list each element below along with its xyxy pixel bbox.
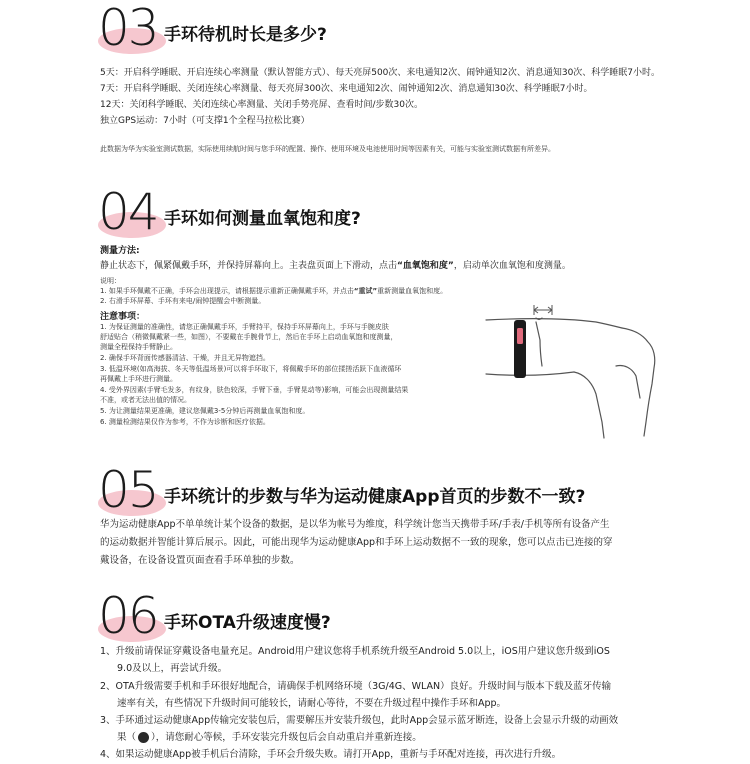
standby-line-7days: 7天：开启科学睡眠、关闭连续心率测量、每天亮屏300次、来电通知2次、闹钟通知2次、消息通知30次、科学睡眠7小时。 bbox=[100, 84, 593, 94]
note-line: 舒适贴合（稍微佩戴紧一些，如图），不要戴在手腕骨节上，然后在手环上启动血氧饱和度测量， bbox=[100, 333, 398, 341]
note-line: 6. 测量检测结果仅作为参考，不作为诊断和医疗依据。 bbox=[100, 418, 270, 426]
ota-item-3-cont: 果（ ），请您耐心等候，手环安装完升级包后会自动重启并重新连接。 bbox=[117, 732, 422, 743]
ota-item-3: 3、手环通过运动健康App传输完安装包后，需要解压并安装升级包，此时App会显示蓝牙断连，设备上会显示升级的动画效 bbox=[100, 715, 619, 726]
note-line: 不准，或者无法出值的情况。 bbox=[100, 396, 191, 404]
section-04-heading bbox=[98, 183, 598, 242]
standby-disclaimer: 此数据为华为实验室测试数据，实际使用续航时间与您手环的配置、操作、使用环境及电池使用时间等因素有关，可能与实验室测试数据有所差异。 bbox=[100, 145, 555, 153]
section-number: 05 bbox=[98, 461, 158, 519]
steps-paragraph-line: 戴设备，在设备设置页面查看手环单独的步数。 bbox=[100, 555, 300, 566]
standby-line-5days: 5天：开启科学睡眠、开启连续心率测量（默认智能方式）、每天亮屏500次、来电通知2次、闹钟通知2次、消息通知30次、科学睡眠7小时。 bbox=[100, 68, 661, 78]
ota-item-2: 2、OTA升级需要手机和手环很好地配合，请确保手机网络环境（3G/4G、WLAN）良好。升级时间与版本下载及蓝牙传输 bbox=[100, 681, 612, 692]
note-line: 3. 低温环境(如高海拔、冬天等低温场景)可以将手环取下，将佩戴手环的部位揉搓活跃下血液循环 bbox=[100, 365, 402, 373]
notes-label: 注意事项： bbox=[100, 312, 146, 322]
note-line: 4. 受外界因素(手臂毛发多，有纹身，肤色较深，手臂下垂，手臂晃动等)影响，可能会出现测量结果 bbox=[100, 386, 409, 394]
ota-item-4: 4、如果运动健康App被手机后台清除，手环会升级失败。请打开App，重新与手环配对连接，再次进行升级。 bbox=[100, 749, 562, 760]
note-line: 测量全程保持手臂静止。 bbox=[100, 343, 177, 351]
wrist-band-illustration bbox=[484, 302, 664, 442]
upgrade-animation-icon bbox=[138, 732, 149, 743]
section-title: 手环OTA升级速度慢? bbox=[164, 613, 331, 633]
section-number: 04 bbox=[98, 183, 158, 241]
standby-line-gps: 独立GPS运动：7小时（可支撑1个全程马拉松比赛） bbox=[100, 116, 310, 126]
section-06-heading bbox=[98, 587, 598, 646]
note-line: 5. 为让测量结果更准确，建议您佩戴3-5分钟后再测量血氧饱和度。 bbox=[100, 407, 310, 415]
section-number: 06 bbox=[98, 587, 158, 645]
section-05-heading bbox=[98, 461, 718, 520]
steps-paragraph-line: 的运动数据并智能计算后展示。因此，可能出现华为运动健康App和手环上运动数据不一致的现象，您可以点击已连接的穿 bbox=[100, 537, 613, 548]
explain-item-1: 1. 如果手环佩戴不正确，手环会出现提示，请根据提示重新正确佩戴手环，并点击“重试”重新测量血氧饱和度。 bbox=[100, 287, 448, 295]
explain-label: 说明： bbox=[100, 277, 121, 285]
section-title: 手环待机时长是多少? bbox=[164, 25, 327, 45]
note-line: 2. 确保手环背面传感器清洁、干燥，并且无异物遮挡。 bbox=[100, 354, 270, 362]
note-line: 再佩戴上手环进行测量。 bbox=[100, 375, 177, 383]
section-03-heading bbox=[98, 0, 598, 58]
ota-item-1-cont: 9.0及以上，再尝试升级。 bbox=[117, 663, 228, 674]
method-label: 测量方法: bbox=[100, 246, 140, 256]
explain-item-2: 2. 右滑手环屏幕、手环有来电/闹钟提醒会中断测量。 bbox=[100, 297, 266, 305]
steps-paragraph-line: 华为运动健康App不单单统计某个设备的数据，是以华为帐号为维度，科学统计您当天携带手环/手表/手机等所有设备产生 bbox=[100, 519, 610, 530]
section-number: 03 bbox=[98, 0, 158, 57]
section-title: 手环如何测量血氧饱和度? bbox=[164, 209, 361, 229]
method-text: 静止状态下，佩紧佩戴手环，并保持屏幕向上。主表盘页面上下滑动，点击“血氧饱和度”，启动单次血氧饱和度测量。 bbox=[100, 261, 571, 271]
section-title: 手环统计的步数与华为运动健康App首页的步数不一致? bbox=[164, 487, 586, 507]
standby-line-12days: 12天：关闭科学睡眠、关闭连续心率测量、关闭手势亮屏、查看时间/步数30次。 bbox=[100, 100, 423, 110]
note-line: 1. 为保证测量的准确性，请您正确佩戴手环，手臂持平，保持手环屏幕向上，手环与手腕皮肤 bbox=[100, 323, 389, 331]
ota-item-1: 1、升级前请保证穿戴设备电量充足。Android用户建议您将手机系统升级至Android 5.0以上，iOS用户建议您升级到iOS bbox=[100, 646, 610, 657]
ota-item-2-cont: 速率有关，有些情况下升级时间可能较长，请耐心等待，不要在升级过程中操作手环和App。 bbox=[117, 698, 507, 709]
